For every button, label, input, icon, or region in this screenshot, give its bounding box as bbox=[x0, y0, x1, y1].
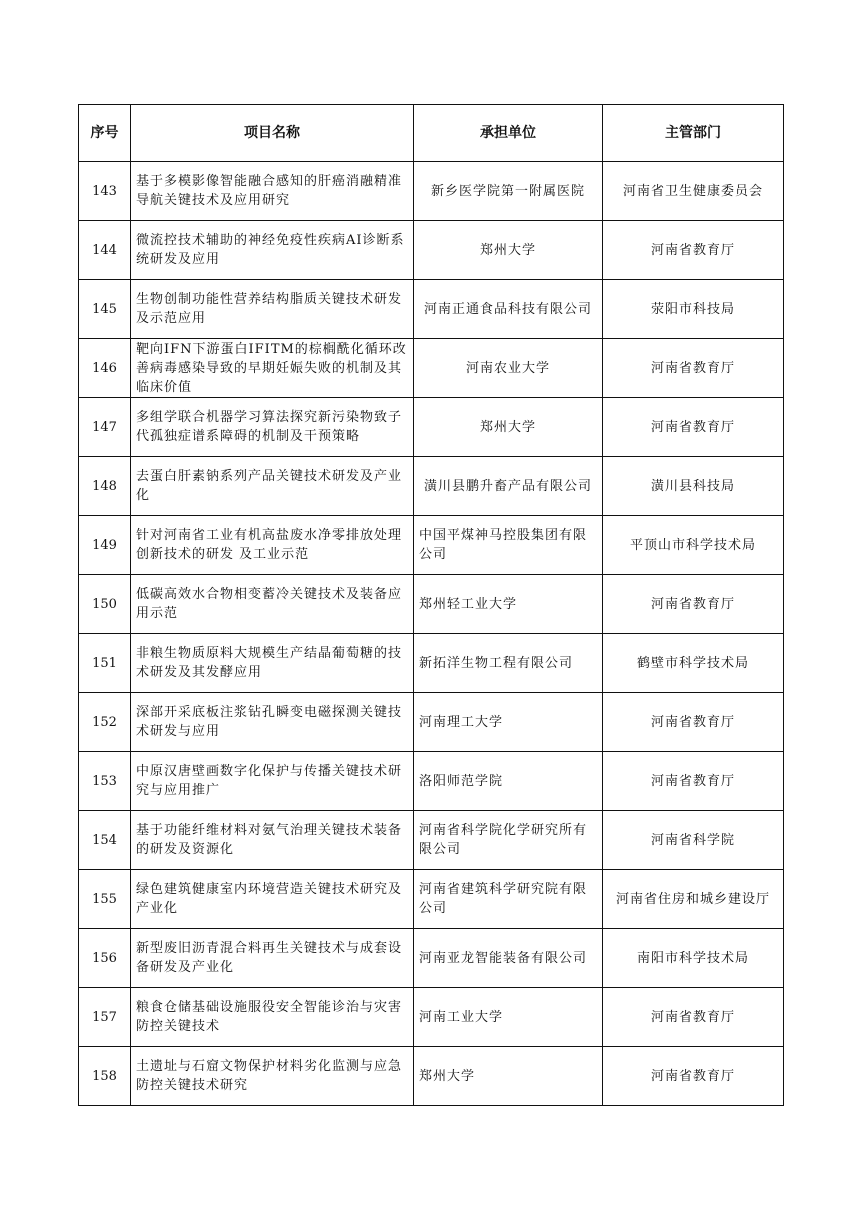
cell-serial-number: 152 bbox=[79, 693, 131, 752]
table-row bbox=[79, 634, 784, 693]
cell-undertaking-unit: 郑州轻工业大学 bbox=[414, 575, 603, 634]
table-row bbox=[79, 870, 784, 929]
table-header-row bbox=[79, 105, 784, 162]
table-row bbox=[79, 280, 784, 339]
cell-supervising-department: 河南省教育厅 bbox=[603, 575, 784, 634]
cell-project-name: 深部开采底板注浆钻孔瞬变电磁探测关键技术研发与应用 bbox=[131, 693, 414, 752]
cell-project-name: 生物创制功能性营养结构脂质关键技术研发及示范应用 bbox=[131, 280, 414, 339]
table-row bbox=[79, 457, 784, 516]
cell-project-name: 去蛋白肝素钠系列产品关键技术研发及产业化 bbox=[131, 457, 414, 516]
cell-serial-number: 156 bbox=[79, 929, 131, 988]
cell-serial-number: 151 bbox=[79, 634, 131, 693]
cell-supervising-department: 鹤壁市科学技术局 bbox=[603, 634, 784, 693]
cell-supervising-department: 荥阳市科技局 bbox=[603, 280, 784, 339]
table-row bbox=[79, 988, 784, 1047]
cell-undertaking-unit: 河南省建筑科学研究院有限公司 bbox=[414, 870, 603, 929]
cell-project-name: 靶向IFN下游蛋白IFITM的棕榈酰化循环改善病毒感染导致的早期妊娠失败的机制及其临床价值 bbox=[131, 339, 414, 398]
cell-project-name: 粮食仓储基础设施服役安全智能诊治与灾害防控关键技术 bbox=[131, 988, 414, 1047]
cell-supervising-department: 平顶山市科学技术局 bbox=[603, 516, 784, 575]
cell-undertaking-unit: 河南省科学院化学研究所有限公司 bbox=[414, 811, 603, 870]
cell-undertaking-unit: 河南正通食品科技有限公司 bbox=[414, 280, 603, 339]
table-row bbox=[79, 516, 784, 575]
cell-project-name: 绿色建筑健康室内环境营造关键技术研究及产业化 bbox=[131, 870, 414, 929]
header-supervising-department: 主管部门 bbox=[603, 105, 784, 162]
cell-undertaking-unit: 新拓洋生物工程有限公司 bbox=[414, 634, 603, 693]
cell-serial-number: 147 bbox=[79, 398, 131, 457]
header-serial-number: 序号 bbox=[79, 105, 131, 162]
cell-supervising-department: 南阳市科学技术局 bbox=[603, 929, 784, 988]
cell-serial-number: 153 bbox=[79, 752, 131, 811]
table-row bbox=[79, 221, 784, 280]
cell-serial-number: 150 bbox=[79, 575, 131, 634]
table-body bbox=[79, 162, 784, 1106]
cell-undertaking-unit: 郑州大学 bbox=[414, 1047, 603, 1106]
cell-undertaking-unit: 河南工业大学 bbox=[414, 988, 603, 1047]
table-row bbox=[79, 752, 784, 811]
cell-supervising-department: 河南省教育厅 bbox=[603, 339, 784, 398]
cell-serial-number: 149 bbox=[79, 516, 131, 575]
cell-supervising-department: 河南省卫生健康委员会 bbox=[603, 162, 784, 221]
cell-serial-number: 144 bbox=[79, 221, 131, 280]
cell-project-name: 基于功能纤维材料对氨气治理关键技术装备的研发及资源化 bbox=[131, 811, 414, 870]
cell-supervising-department: 河南省住房和城乡建设厅 bbox=[603, 870, 784, 929]
cell-supervising-department: 河南省科学院 bbox=[603, 811, 784, 870]
cell-undertaking-unit: 郑州大学 bbox=[414, 398, 603, 457]
header-project-name: 项目名称 bbox=[131, 105, 414, 162]
cell-project-name: 非粮生物质原料大规模生产结晶葡萄糖的技术研发及其发酵应用 bbox=[131, 634, 414, 693]
table-row bbox=[79, 1047, 784, 1106]
cell-undertaking-unit: 河南亚龙智能装备有限公司 bbox=[414, 929, 603, 988]
cell-supervising-department: 河南省教育厅 bbox=[603, 221, 784, 280]
cell-undertaking-unit: 河南理工大学 bbox=[414, 693, 603, 752]
table-row bbox=[79, 929, 784, 988]
cell-project-name: 基于多模影像智能融合感知的肝癌消融精准导航关键技术及应用研究 bbox=[131, 162, 414, 221]
cell-serial-number: 146 bbox=[79, 339, 131, 398]
project-table bbox=[78, 104, 784, 1106]
cell-project-name: 多组学联合机器学习算法探究新污染物致子代孤独症谱系障碍的机制及干预策略 bbox=[131, 398, 414, 457]
cell-serial-number: 157 bbox=[79, 988, 131, 1047]
cell-serial-number: 148 bbox=[79, 457, 131, 516]
cell-project-name: 低碳高效水合物相变蓄冷关键技术及装备应用示范 bbox=[131, 575, 414, 634]
cell-serial-number: 154 bbox=[79, 811, 131, 870]
table-row bbox=[79, 575, 784, 634]
cell-project-name: 土遗址与石窟文物保护材料劣化监测与应急防控关键技术研究 bbox=[131, 1047, 414, 1106]
table-row bbox=[79, 398, 784, 457]
cell-project-name: 针对河南省工业有机高盐废水净零排放处理创新技术的研发 及工业示范 bbox=[131, 516, 414, 575]
cell-supervising-department: 河南省教育厅 bbox=[603, 1047, 784, 1106]
cell-undertaking-unit: 新乡医学院第一附属医院 bbox=[414, 162, 603, 221]
cell-project-name: 新型废旧沥青混合料再生关键技术与成套设备研发及产业化 bbox=[131, 929, 414, 988]
cell-supervising-department: 河南省教育厅 bbox=[603, 693, 784, 752]
cell-supervising-department: 河南省教育厅 bbox=[603, 398, 784, 457]
cell-serial-number: 145 bbox=[79, 280, 131, 339]
cell-undertaking-unit: 河南农业大学 bbox=[414, 339, 603, 398]
table-row bbox=[79, 339, 784, 398]
cell-project-name: 中原汉唐壁画数字化保护与传播关键技术研究与应用推广 bbox=[131, 752, 414, 811]
table-row bbox=[79, 162, 784, 221]
cell-serial-number: 158 bbox=[79, 1047, 131, 1106]
cell-undertaking-unit: 中国平煤神马控股集团有限公司 bbox=[414, 516, 603, 575]
table-row bbox=[79, 811, 784, 870]
cell-serial-number: 143 bbox=[79, 162, 131, 221]
cell-supervising-department: 潢川县科技局 bbox=[603, 457, 784, 516]
cell-undertaking-unit: 郑州大学 bbox=[414, 221, 603, 280]
cell-project-name: 微流控技术辅助的神经免疫性疾病AI诊断系统研发及应用 bbox=[131, 221, 414, 280]
header-undertaking-unit: 承担单位 bbox=[414, 105, 603, 162]
cell-supervising-department: 河南省教育厅 bbox=[603, 988, 784, 1047]
table-row bbox=[79, 693, 784, 752]
cell-serial-number: 155 bbox=[79, 870, 131, 929]
cell-undertaking-unit: 洛阳师范学院 bbox=[414, 752, 603, 811]
cell-undertaking-unit: 潢川县鹏升畜产品有限公司 bbox=[414, 457, 603, 516]
cell-supervising-department: 河南省教育厅 bbox=[603, 752, 784, 811]
